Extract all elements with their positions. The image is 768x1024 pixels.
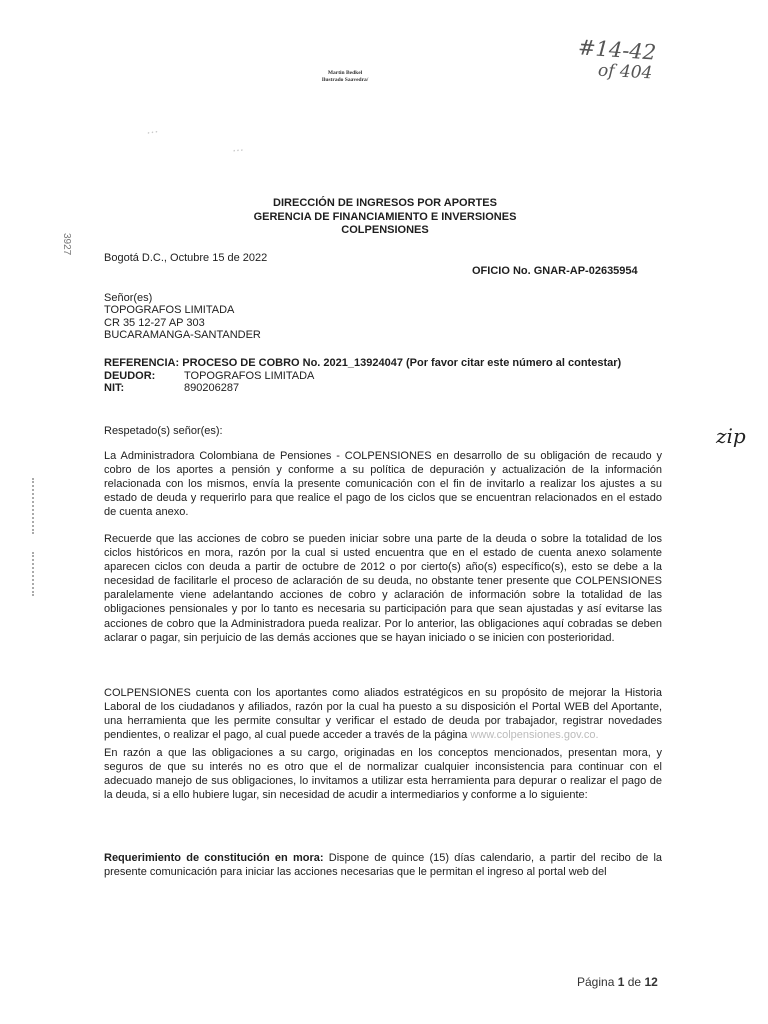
letterhead-name-line1: Martin Bedkel xyxy=(327,70,363,76)
faint-mark-1: … xyxy=(145,121,159,137)
portal-url: www.colpensiones.gov.co. xyxy=(470,729,599,742)
margin-number: 3927 xyxy=(61,233,72,256)
title-line-1: DIRECCIÓN DE INGRESOS POR APORTES xyxy=(273,197,497,209)
debtor-row xyxy=(104,370,664,383)
handwritten-side-mark: zip xyxy=(716,424,746,448)
debtor-label: DEUDOR: xyxy=(104,369,156,382)
nit-row xyxy=(104,382,664,395)
title-line-2: GERENCIA DE FINANCIAMIENTO E INVERSIONES xyxy=(253,210,517,223)
body-paragraph-1: La Administradora Colombiana de Pensiones - COLPENSIONES en desarrollo de su obligación de recaudo y cobro de los aportes a pensión y conforme a su política de depuración y actualización de la información relacionada con los mismos, envía la presente comunicación con el fin de invitarlo a realizar los ajustes a su estado de deuda y requerirlo para que realice el pago de los ciclos que se encuentran relacionados en el estado de cuenta anexo. xyxy=(104,450,662,519)
addressee-block xyxy=(104,292,261,341)
letter-date: Bogotá D.C., Octubre 15 de 2022 xyxy=(104,252,268,264)
requirement-text: Dispone de quince (15) días calendario, a partir del recibo de la presente comunicación para iniciar las acciones necesarias que le permitan el ingreso al portal web del xyxy=(104,852,662,879)
nit-label: NIT: xyxy=(104,382,125,394)
body-paragraph-4: En razón a que las obligaciones a su cargo, originadas en los conceptos mencionados, presentan mora, y seguros de que su interés no es otro que el de normalizar cualquier inconsistencia para continuar con el adecuado manejo de sus obligaciones, lo invitamos a utilizar esta herramienta para depurar o realizar el pago de la deuda, si a ello hubiere lugar, sin necesidad de acudir a intermediarios y conforme a lo siguiente: xyxy=(104,747,662,802)
addressee-company: TOPOGRAFOS LIMITADA xyxy=(104,304,235,317)
body-paragraph-5 xyxy=(104,851,662,879)
debtor-value: TOPOGRAFOS LIMITADA xyxy=(184,369,315,382)
addressee-salutation: Señor(es) xyxy=(104,292,153,304)
margin-scribble-2 xyxy=(32,552,39,596)
handwritten-note-1: #14-42 xyxy=(577,35,657,65)
reference-value: PROCESO DE COBRO No. 2021_13924047 (Por favor citar este número al contestar) xyxy=(182,357,622,369)
reference-label: REFERENCIA: xyxy=(104,357,180,369)
margin-scribble-1 xyxy=(32,478,39,534)
page-total: 12 xyxy=(644,975,658,989)
addressee-address: CR 35 12-27 AP 303 xyxy=(104,316,205,329)
page-of-label: de xyxy=(627,975,642,989)
document-title xyxy=(100,197,670,238)
faint-mark-2: ... xyxy=(231,139,245,155)
reference-row xyxy=(104,357,664,370)
page-label: Página xyxy=(577,975,615,989)
greeting: Respetado(s) señor(es): xyxy=(104,425,223,437)
handwritten-note-2: of 404 xyxy=(597,60,653,84)
requirement-heading: Requerimiento de constitución en mora: xyxy=(104,852,324,864)
letterhead-name-line2: Ilustrado Saavedra/ xyxy=(321,77,369,83)
page-current: 1 xyxy=(617,975,625,989)
title-line-3: COLPENSIONES xyxy=(341,224,429,236)
letterhead-signature xyxy=(290,70,400,84)
page-number xyxy=(577,975,658,989)
body-paragraph-3-text: COLPENSIONES cuenta con los aportantes como aliados estratégicos en su propósito de mejorar la Historia Laboral de los ciudadanos y afiliados, razón por la cual ha puesto a su disposición el Portal WEB del Aportante, una herramienta que les permite consultar y verificar el estado de deuda por trabajador, registrar novedades pendientes, o realizar el pago, al cual puede acceder a través de la página xyxy=(104,687,662,742)
body-paragraph-3 xyxy=(104,686,662,742)
oficio-number: OFICIO No. GNAR-AP-02635954 xyxy=(472,265,638,277)
addressee-city: BUCARAMANGA-SANTANDER xyxy=(104,328,261,341)
body-paragraph-2: Recuerde que las acciones de cobro se pueden iniciar sobre una parte de la deuda o sobre la totalidad de los ciclos históricos en mora, razón por la cual si usted encuentra que en el estado de cuenta anexo solamente aparecen ciclos con deuda a partir de octubre de 2012 o por cierto(s) año(s) específico(s), esto se debe a la necesidad de facilitarle el proceso de aclaración de su deuda, no obstante tener presente que COLPENSIONES paralelamente viene adelantando acciones de cobro y aclaración de información sobre la totalidad de las obligaciones pensionales y por lo tanto es necesaria su participación para que sean ajustadas y así evitarse las acciones de cobro que la Administradora pueda realizar. Por lo anterior, las obligaciones aquí cobradas se deben aclarar o pagar, sin perjuicio de las demás acciones que se hayan iniciado o se inicien con posterioridad. xyxy=(104,533,662,644)
reference-block xyxy=(104,357,664,395)
nit-value: 890206287 xyxy=(184,382,240,394)
